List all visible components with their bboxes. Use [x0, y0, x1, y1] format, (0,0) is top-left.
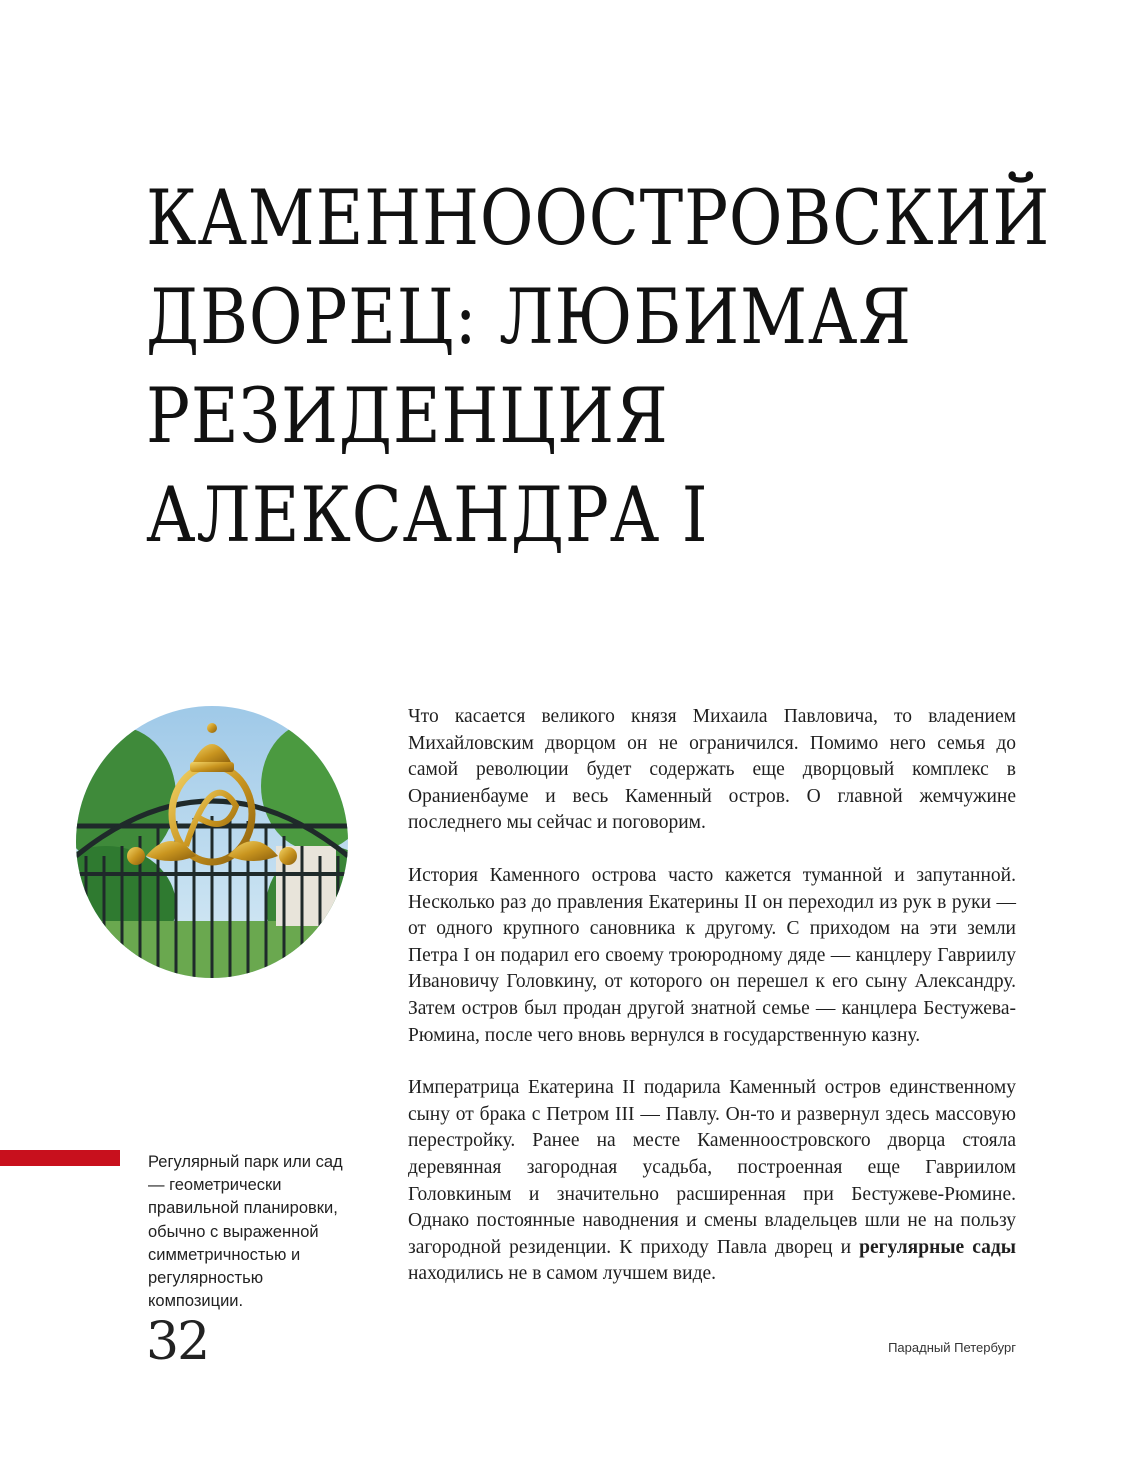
- title-line-4: АЛЕКСАНДРА I: [146, 470, 709, 559]
- gate-illustration: [76, 706, 348, 978]
- accent-bar: [0, 1150, 120, 1166]
- paragraph-3-tail: находились не в самом лучшем виде.: [408, 1263, 717, 1285]
- paragraph-1: Что касается великого князя Михаила Павловича, то владением Михайловским дворцом он не ограничился. Помимо него семья до самой революции будет содержать еще дворцовый комплекс в Ораниенбауме и весь Каменный остров. О главной жемчужине последнего мы сейчас и поговорим.: [408, 706, 1016, 834]
- article-body: [408, 704, 1016, 1314]
- article-title: [146, 168, 1051, 564]
- page-number: 32: [146, 1312, 209, 1372]
- sidenote: Регулярный парк или сад — геометрически правильной планировки, обычно с выраженной симметричностью и регулярностью композиции.: [148, 1153, 343, 1311]
- gate-photo: [76, 706, 348, 978]
- term-regular-gardens: регулярные сады: [859, 1236, 1016, 1258]
- running-title: Парадный Петербург: [888, 1340, 1016, 1355]
- paragraph-2: История Каменного острова часто кажется туманной и запутанной. Несколько раз до правления Екатерины II он переходил из рук в руки — от одного крупного сановника к другому. С приходом на эти земли Петра I он подарил его своему троюродному дяде — канцлеру Гавриилу Ивановичу Головкину, от которого он перешел к его сыну Александру. Затем остров был продан другой знатной семье — канцлера Бестужева-Рюмина, после чего вновь вернулся в государственную казну.: [408, 864, 1016, 1046]
- title-line-2: ДВОРЕЦ: ЛЮБИМАЯ: [146, 272, 912, 361]
- paragraph-3: [408, 1075, 1016, 1288]
- title-line-1: КАМЕННООСТРОВСКИЙ: [146, 173, 1051, 262]
- paragraph-3-text: Императрица Екатерина II подарила Каменный остров единственному сыну от брака с Петром III — Павлу. Он-то и развернул здесь массовую перестройку. Ранее на месте Каменноостровского дворца стояла деревянная загородная усадьба, построенная еще Гавриилом Головкиным и значительно расширенная при Бестужеве-Рюмине. Однако постоянные наводнения и смены владельцев шли не на пользу загородной резиденции. К приходу Павла дворец и: [408, 1077, 1016, 1258]
- title-line-3: РЕЗИДЕНЦИЯ: [146, 371, 669, 460]
